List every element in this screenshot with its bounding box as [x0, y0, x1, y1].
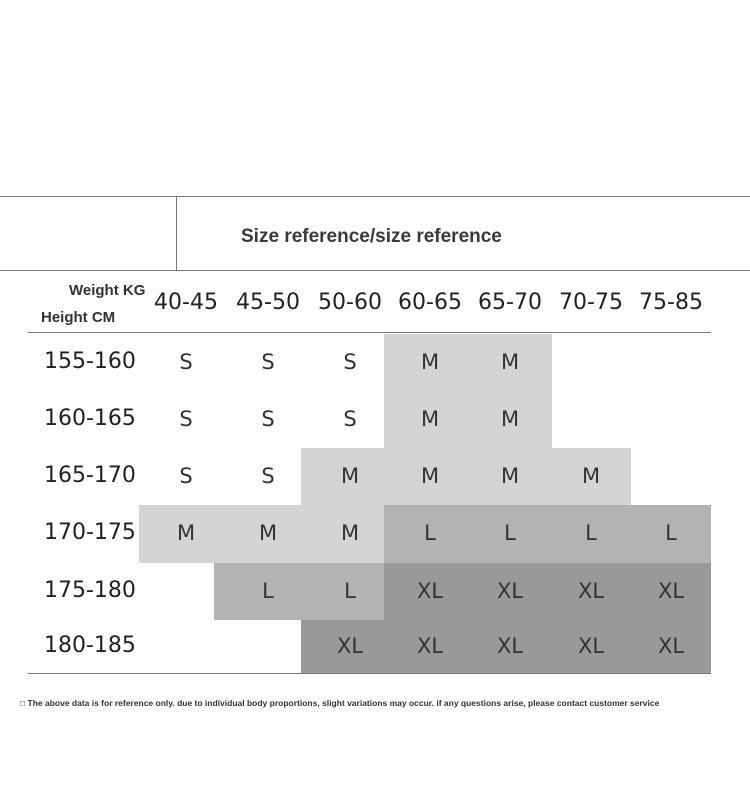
size-value: L — [585, 521, 597, 545]
footnote: □ The above data is for reference only. due to individual body proportions, slight variations may occur. if any questions arise, please contact customer service — [20, 698, 660, 708]
size-value: XL — [496, 633, 524, 658]
size-value: S — [261, 350, 275, 374]
height-row-label: 165-170 — [44, 462, 136, 488]
height-row-label: 160-165 — [44, 406, 136, 431]
size-value: L — [665, 521, 677, 545]
size-value: XL — [416, 578, 444, 603]
page-title: Size reference/size reference — [241, 226, 502, 247]
size-value: S — [261, 407, 275, 431]
size-value: L — [262, 578, 274, 603]
size-value: M — [500, 350, 520, 374]
size-value: L — [424, 521, 436, 545]
height-row-label: 155-160 — [44, 349, 136, 374]
size-value: XL — [577, 578, 605, 603]
table-header-rule — [28, 332, 711, 333]
size-value: L — [504, 521, 516, 545]
size-value: M — [340, 463, 360, 488]
height-row-label: 175-180 — [44, 577, 136, 603]
size-value: S — [343, 350, 357, 374]
size-value: M — [420, 463, 440, 488]
height-label: Height CM — [41, 309, 116, 326]
weight-header: 65-70 — [478, 290, 542, 315]
height-row-label: 170-175 — [44, 520, 136, 545]
size-value: M — [500, 463, 520, 488]
weight-header: 40-45 — [154, 290, 218, 315]
weight-header: 70-75 — [559, 290, 623, 315]
size-value: XL — [416, 633, 444, 658]
size-value: S — [179, 350, 193, 374]
size-value: XL — [336, 633, 364, 658]
size-value: M — [176, 521, 196, 545]
size-value: L — [344, 578, 356, 603]
size-value: M — [581, 463, 601, 488]
weight-header: 45-50 — [236, 290, 300, 315]
header-bottom-rule — [0, 270, 750, 271]
size-value: XL — [657, 633, 685, 658]
size-value: S — [261, 463, 275, 488]
weight-header: 50-60 — [318, 290, 382, 315]
size-value: M — [258, 521, 278, 545]
height-row-label: 180-185 — [44, 632, 136, 658]
weight-header: 60-65 — [398, 290, 462, 315]
size-value: XL — [577, 633, 605, 658]
header-top-rule — [0, 196, 750, 197]
size-value: S — [343, 407, 357, 431]
weight-header: 75-85 — [639, 290, 703, 315]
size-value: XL — [657, 578, 685, 603]
size-value: XL — [496, 578, 524, 603]
size-value: S — [179, 407, 193, 431]
size-value: M — [420, 350, 440, 374]
size-value: M — [500, 407, 520, 431]
size-value: M — [340, 521, 360, 545]
header-divider — [176, 196, 177, 271]
size-value: S — [179, 463, 193, 488]
weight-label: Weight KG — [69, 282, 146, 299]
size-value: M — [420, 407, 440, 431]
table-bottom-rule — [28, 673, 711, 674]
